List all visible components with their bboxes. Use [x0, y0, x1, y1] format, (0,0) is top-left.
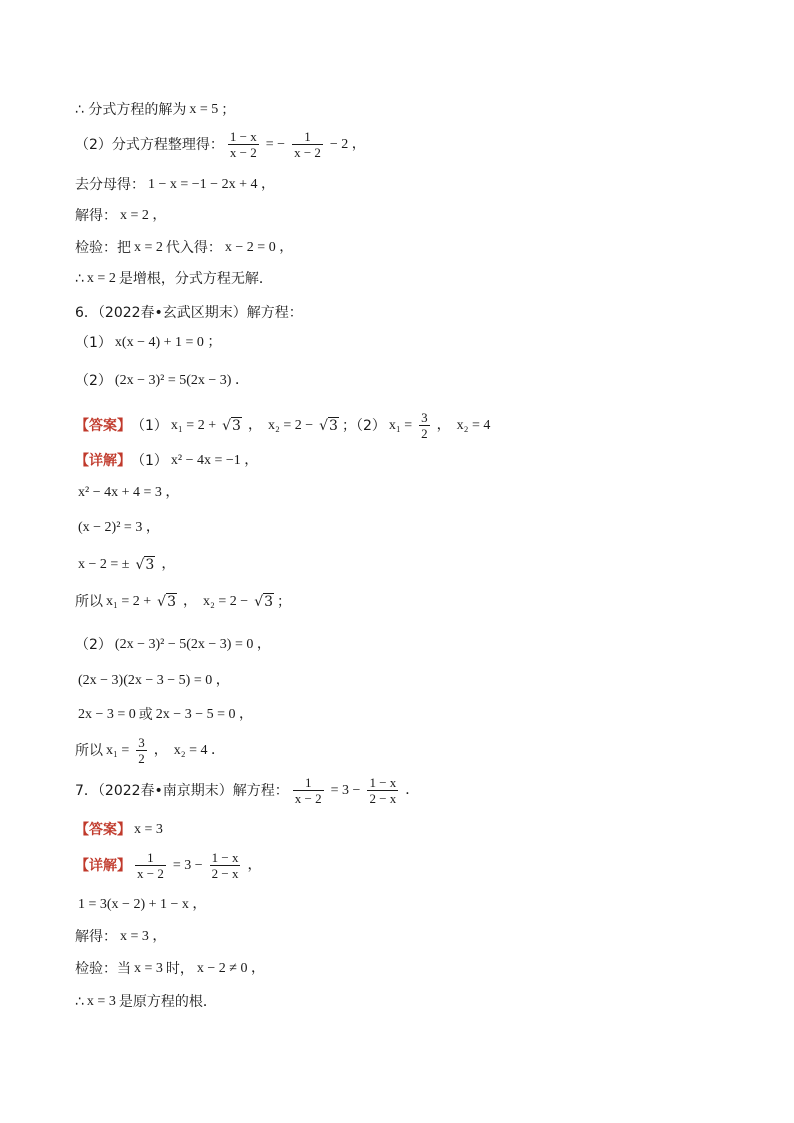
radicand: 3 — [145, 557, 155, 573]
math: x − 2 ≠ 0 ， — [196, 961, 265, 976]
solution-line — [75, 521, 163, 535]
detail-line — [75, 851, 264, 880]
solution-line — [75, 930, 169, 944]
math: x = 3 — [134, 822, 163, 837]
math: x₁ = — [106, 742, 130, 758]
math: 2x − 3 − 5 = 0 ， — [155, 707, 253, 722]
text: ∴ — [75, 994, 84, 1010]
text: 7．（2022春•南京期末）解方程： — [75, 782, 289, 799]
fraction — [135, 851, 166, 880]
denominator: x − 2 — [137, 866, 164, 881]
math: x = 3 — [134, 961, 163, 976]
math: x = 5 — [189, 102, 219, 117]
text: 代入得： — [165, 240, 222, 256]
detail-tag: 【详解】 — [75, 857, 131, 874]
math: − 2 ， — [329, 136, 366, 152]
solution-line — [75, 736, 228, 765]
check-line — [75, 962, 268, 976]
text: 去分母得： — [75, 177, 145, 193]
fraction — [228, 130, 259, 159]
math: x₁ = 2 + — [170, 417, 217, 433]
text: 或 — [138, 707, 153, 723]
math: x = 2 — [134, 240, 163, 255]
math: (2x − 3)² = 5(2x − 3) ． — [114, 373, 249, 388]
math: 2x − 3 = 0 — [78, 707, 136, 722]
math: (x − 2)² = 3 ， — [78, 520, 160, 535]
denominator: 2 — [421, 426, 428, 441]
detail-tag: 【详解】 — [75, 453, 131, 469]
math: x₁ = 2 + — [106, 594, 152, 609]
math: ， — [153, 742, 168, 758]
text: ；（2） — [341, 417, 386, 434]
denominator: 2 − x — [369, 791, 397, 806]
numerator: 1 − x — [369, 775, 397, 790]
detail-line — [75, 454, 261, 468]
math: x₁ = — [388, 417, 413, 433]
text: 所以 — [75, 742, 103, 759]
question-6-title — [75, 306, 303, 320]
text: （2）分式方程整理得： — [75, 136, 224, 153]
numerator: 1 − x — [211, 850, 239, 865]
math: ， — [183, 594, 198, 609]
sqrt: √3 — [157, 594, 177, 610]
numerator: 1 — [304, 775, 312, 790]
math: x² − 4x = −1 ， — [170, 453, 259, 468]
denominator: 2 — [138, 751, 145, 766]
math: (2x − 3)(2x − 3 − 5) = 0 ， — [78, 673, 230, 688]
math: ， — [247, 417, 262, 433]
math: 1 = 3(x − 2) + 1 − x ， — [78, 897, 207, 912]
math: x = 2 ， — [120, 208, 167, 223]
denominator: x − 2 — [294, 145, 321, 160]
answer-line — [75, 823, 166, 837]
equation-line — [75, 130, 369, 159]
text: ∴ — [75, 271, 84, 287]
text: （1） — [131, 417, 168, 434]
solution-line — [75, 558, 178, 572]
check-line — [75, 241, 296, 255]
math: x = 3 — [86, 994, 116, 1009]
fraction — [292, 130, 323, 159]
text: 检验：当 — [75, 961, 131, 977]
text: 是原方程的根． — [118, 994, 217, 1010]
radicand: 3 — [329, 417, 338, 434]
sqrt: √3 — [254, 594, 274, 610]
math: ， — [247, 857, 262, 873]
answer-tag: 【答案】 — [75, 822, 131, 838]
math: x₂ = 4 ． — [173, 742, 226, 758]
text: 时， — [165, 961, 194, 977]
question-part — [75, 336, 224, 350]
math: x − 2 = ± — [78, 557, 130, 572]
radicand: 3 — [232, 417, 241, 434]
solution-line — [75, 486, 182, 500]
text: 解得： — [75, 208, 117, 224]
math: x(x − 4) + 1 = 0 ； — [114, 335, 222, 350]
solution-line — [75, 708, 256, 722]
radicand: 3 — [264, 594, 274, 610]
conclusion-line — [75, 272, 273, 286]
fraction — [136, 736, 147, 765]
text: ； — [277, 594, 292, 610]
sqrt: √3 — [222, 417, 241, 434]
question-part — [75, 374, 252, 388]
math: ， — [436, 417, 451, 433]
text: （2） — [75, 637, 112, 653]
fraction — [367, 776, 398, 805]
math: x₂ = 2 − — [203, 594, 249, 609]
solution-line — [75, 209, 169, 223]
text: 6．（2022春•玄武区期末）解方程： — [75, 305, 303, 321]
sqrt: √3 — [135, 557, 155, 573]
math: x² − 4x + 4 = 3 ， — [78, 485, 180, 500]
math: ． — [405, 782, 420, 798]
question-7-title — [75, 776, 422, 805]
denominator: 2 − x — [211, 866, 239, 881]
math: = − — [265, 136, 286, 152]
solution-line — [75, 674, 233, 688]
math: x = 2 — [86, 271, 116, 286]
numerator: 1 — [304, 129, 311, 144]
numerator: 3 — [138, 735, 145, 750]
fraction — [293, 776, 324, 805]
solution-line — [75, 178, 278, 192]
solution-line — [75, 638, 274, 652]
answer-line — [75, 411, 493, 440]
text: ； — [221, 102, 236, 118]
numerator: 1 − x — [229, 129, 257, 144]
text: 检验：把 — [75, 240, 131, 256]
math: x₂ = 4 — [456, 417, 491, 433]
math: 1 − x = −1 − 2x + 4 ， — [148, 177, 275, 192]
fraction — [419, 411, 430, 440]
denominator: x − 2 — [229, 145, 257, 160]
text: （1） — [75, 335, 112, 351]
math: x − 2 = 0 ， — [224, 240, 294, 255]
text: 所以 — [75, 594, 103, 610]
solution-line — [75, 103, 235, 117]
math: = 3 − — [330, 782, 361, 798]
math: = 3 − — [172, 857, 203, 873]
conclusion-line — [75, 995, 217, 1009]
denominator: x − 2 — [294, 791, 322, 806]
fraction — [210, 851, 241, 880]
text: 解得： — [75, 929, 117, 945]
text: （1） — [131, 453, 168, 469]
text: 是增根，分式方程无解． — [118, 271, 273, 287]
numerator: 1 — [147, 850, 154, 865]
text: ∴ 分式方程的解为 — [75, 102, 187, 118]
solution-line — [75, 898, 209, 912]
solution-line — [75, 595, 291, 609]
math: (2x − 3)² − 5(2x − 3) = 0 ， — [114, 637, 271, 652]
radicand: 3 — [167, 594, 177, 610]
numerator: 3 — [421, 410, 428, 425]
sqrt: √3 — [319, 417, 338, 434]
math: x₂ = 2 − — [267, 417, 314, 433]
math: x = 3 ， — [120, 929, 167, 944]
math: ， — [161, 557, 176, 572]
text: （2） — [75, 373, 112, 389]
answer-tag: 【答案】 — [75, 417, 131, 434]
